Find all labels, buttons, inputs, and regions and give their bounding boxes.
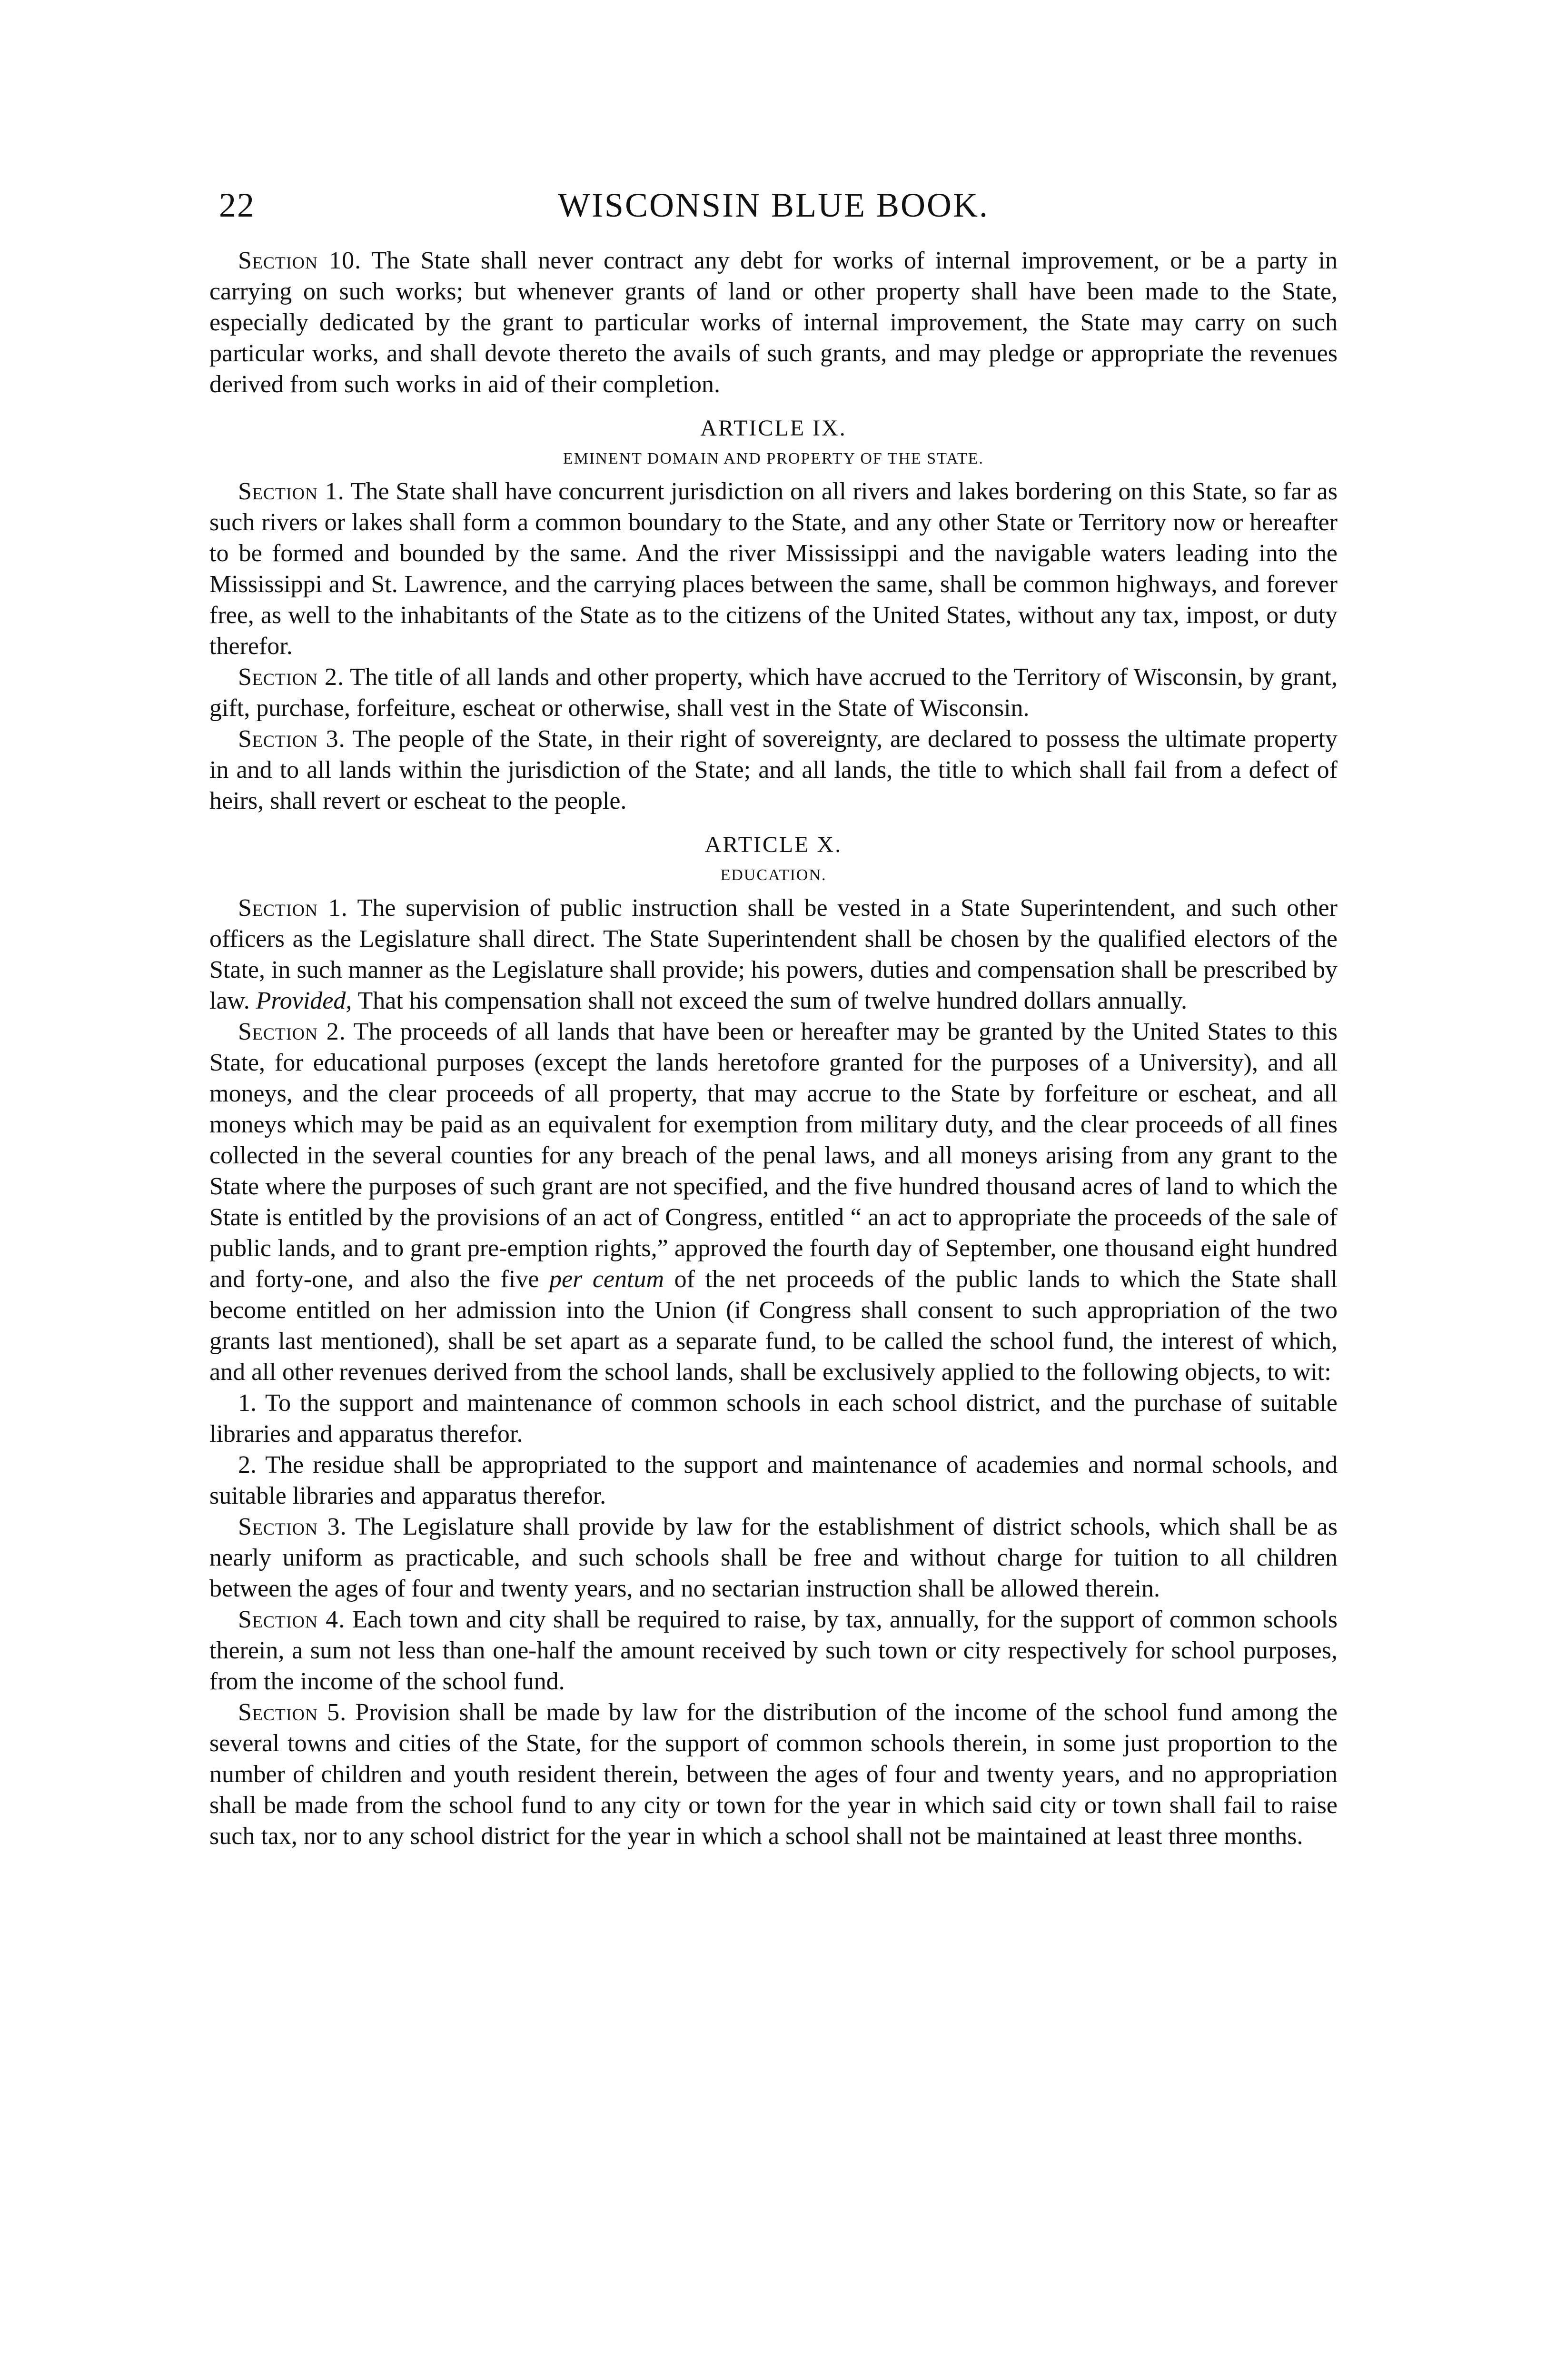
article-9-section-1 xyxy=(209,476,1338,662)
section-text: The supervision of public instruction shall be vested in a State Superintendent, and such other officers as the Legislature shall direct. The State Superintendent shall be chosen by the qualified electors of the State, in such manner as the Legislature shall provide; his powers, duties and compensation shall be prescribed by law. xyxy=(209,894,1338,1014)
section-label: Section 10. xyxy=(238,247,362,274)
article-10-section-2 xyxy=(209,1016,1338,1388)
section-label: Section 1. xyxy=(238,478,345,505)
section-text: Each town and city shall be required to raise, by tax, annually, for the support of common schools therein, a sum not less than one-half the amount received by such town or city respectively for school purposes, from the income of the school fund. xyxy=(209,1606,1338,1695)
page-number: 22 xyxy=(219,186,255,224)
section-text: The State shall have concurrent jurisdiction on all rivers and lakes bordering on this State, so far as such rivers or lakes shall form a common boundary to the State, and any other State or Territory now or hereafter to be formed and bounded by the same. And the river Mississippi and the navigable waters leading into the Mississippi and St. Lawrence, and the carrying places between the same, shall be common highways, and forever free, as well to the inhabitants of the State as to the citizens of the United States, without any tax, impost, or duty therefor. xyxy=(209,478,1338,660)
section-text: The Legislature shall provide by law for the establishment of district schools, which shall be as nearly uniform as practicable, and such schools shall be free and without charge for tuition to all children between the ages of four and twenty years, and no sectarian instruction shall be allowed therein. xyxy=(209,1513,1338,1602)
section-text: The State shall never contract any debt for works of internal improvement, or be a party in carrying on such works; but whenever grants of land or other property shall have been made to the State, especially dedicated by the grant to particular works of internal improvement, the State may carry on such particular works, and shall devote thereto the avails of such grants, and may pledge or appropriate the revenues derived from such works in aid of their completion. xyxy=(209,247,1338,398)
article-10-heading: ARTICLE X. xyxy=(704,832,842,857)
article-9-subtitle: EMINENT DOMAIN AND PROPERTY OF THE STATE. xyxy=(563,450,984,467)
section-10-paragraph xyxy=(209,245,1338,400)
running-head xyxy=(209,188,1338,245)
provided-italic: Provided, xyxy=(256,987,352,1014)
section-label: Section 2. xyxy=(238,1018,346,1045)
section-label: Section 3. xyxy=(238,1513,347,1540)
article-9-section-2 xyxy=(209,662,1338,724)
section-label: Section 5. xyxy=(238,1699,347,1726)
section-label: Section 2. xyxy=(238,664,344,691)
document-page xyxy=(209,188,1338,1852)
per-centum-italic: per centum xyxy=(549,1266,664,1293)
article-10-subtitle: EDUCATION. xyxy=(720,866,827,884)
section-text: Provision shall be made by law for the distribution of the income of the school fund among the several towns and cities of the State, for the support of common schools therein, in some just proportion to the number of children and youth resident therein, between the ages of four and twenty years, and no appropriation shall be made from the school fund to any city or town for the year in which said city or town shall fail to raise such tax, nor to any school district for the year in which a school shall not be maintained at least three months. xyxy=(209,1699,1338,1850)
article-9-section-3 xyxy=(209,724,1338,816)
article-10-section-4 xyxy=(209,1604,1338,1697)
article-10-section-5 xyxy=(209,1697,1338,1852)
section-label: Section 1. xyxy=(238,894,348,922)
section-text: The title of all lands and other property, which have accrued to the Territory of Wisconsin, by grant, gift, purchase, forfeiture, escheat or otherwise, shall vest in the State of Wisconsin. xyxy=(209,664,1338,722)
section-text: The people of the State, in their right of sovereignty, are declared to possess the ultimate property in and to all lands within the jurisdiction of the State; and all lands, the title to which shall fail from a defect of heirs, shall revert or escheat to the people. xyxy=(209,725,1338,814)
section-text: That his compensation shall not exceed the sum of twelve hundred dollars annually. xyxy=(357,987,1187,1014)
section-text: The proceeds of all lands that have been or hereafter may be granted by the United States to this State, for educational purposes (except the lands heretofore granted for the purposes of a University), and all moneys, and the clear proceeds of all property, that may accrue to the State by forfeiture or escheat, and all moneys which may be paid as an equivalent for exemption from military duty, and the clear proceeds of all fines collected in the several counties for any breach of the penal laws, and all moneys arising from any grant to the State where the purposes of such grant are not specified, and the five hundred thousand acres of land to which the State is entitled by the provisions of an act of Congress, entitled “ an act to appropriate the proceeds of the sale of public lands, and to grant pre-emption rights,” approved the fourth day of September, one thousand eight hundred and forty-one, and also the five xyxy=(209,1018,1338,1293)
section-label: Section 3. xyxy=(238,725,346,753)
article-10-section-1 xyxy=(209,892,1338,1016)
article-10-section-2-item-1: 1. To the support and maintenance of common schools in each school district, and the purchase of suitable libraries and apparatus therefor. xyxy=(209,1389,1338,1448)
article-10-section-3 xyxy=(209,1511,1338,1604)
section-label: Section 4. xyxy=(238,1606,346,1633)
book-title: WISCONSIN BLUE BOOK. xyxy=(558,186,989,224)
article-9-heading: ARTICLE IX. xyxy=(700,416,847,441)
article-10-section-2-item-2: 2. The residue shall be appropriated to the support and maintenance of academies and normal schools, and suitable libraries and apparatus therefor. xyxy=(209,1451,1338,1509)
section-text: of the net proceeds of the public lands to which the State shall become entitled on her admission into the Union (if Congress shall consent to such appropriation of the two grants last mentioned), shall be set apart as a separate fund, to be called the school fund, the interest of which, and all other revenues derived from the school lands, shall be exclusively applied to the following objects, to wit: xyxy=(209,1266,1338,1386)
